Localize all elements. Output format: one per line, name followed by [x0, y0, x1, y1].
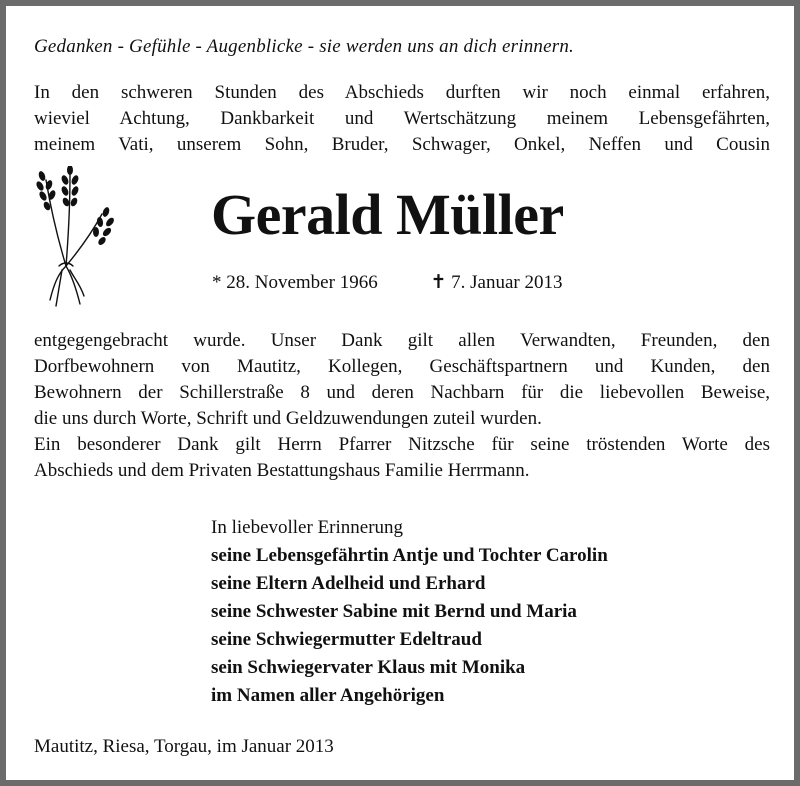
obituary-card: [6, 6, 794, 780]
deceased-name: Gerald Müller: [211, 182, 564, 247]
thanks-paragraph: [34, 328, 770, 484]
death-date: ✝ 7. Januar 2013: [430, 272, 563, 293]
thanks-line: Abschieds und dem Privaten Bestattungshaus Familie Herrmann.: [34, 460, 530, 481]
intro-line: In den schweren Stunden des Abschieds durften wir noch einmal erfahren,: [34, 82, 770, 103]
relative-line: seine Schwester Sabine mit Bernd und Maria: [211, 601, 577, 622]
wheat-sheaf-icon: [32, 166, 122, 316]
signature-block: [211, 514, 608, 710]
relative-line: sein Schwiegervater Klaus mit Monika: [211, 657, 526, 678]
birth-date: * 28. November 1966: [212, 272, 378, 293]
place-and-date: Mautitz, Riesa, Torgau, im Januar 2013: [34, 736, 334, 757]
thanks-line: Bewohnern der Schillerstraße 8 und deren Nachbarn für die liebevollen Beweise,: [34, 382, 770, 403]
relative-line: im Namen aller Angehörigen: [211, 685, 445, 706]
motto: Gedanken - Gefühle - Augenblicke - sie werden uns an dich erinnern.: [34, 36, 574, 57]
intro-line: wieviel Achtung, Dankbarkeit und Wertschätzung meinem Lebensgefährten,: [34, 108, 770, 129]
life-dates: [212, 271, 562, 294]
thanks-line: Dorfbewohnern von Mautitz, Kollegen, Geschäftspartnern und Kunden, den: [34, 356, 770, 377]
signature-intro: In liebevoller Erinnerung: [211, 517, 404, 538]
relative-line: seine Lebensgefährtin Antje und Tochter Carolin: [211, 545, 608, 566]
relative-line: seine Schwiegermutter Edeltraud: [211, 629, 482, 650]
thanks-line: Ein besonderer Dank gilt Herrn Pfarrer Nitzsche für seine tröstenden Worte des: [34, 434, 770, 455]
thanks-line: entgegengebracht wurde. Unser Dank gilt allen Verwandten, Freunden, den: [34, 330, 770, 351]
relative-line: seine Eltern Adelheid und Erhard: [211, 573, 486, 594]
intro-line: meinem Vati, unserem Sohn, Bruder, Schwager, Onkel, Neffen und Cousin: [34, 134, 770, 155]
intro-paragraph: [34, 80, 770, 158]
thanks-line: die uns durch Worte, Schrift und Geldzuwendungen zuteil wurden.: [34, 408, 542, 429]
